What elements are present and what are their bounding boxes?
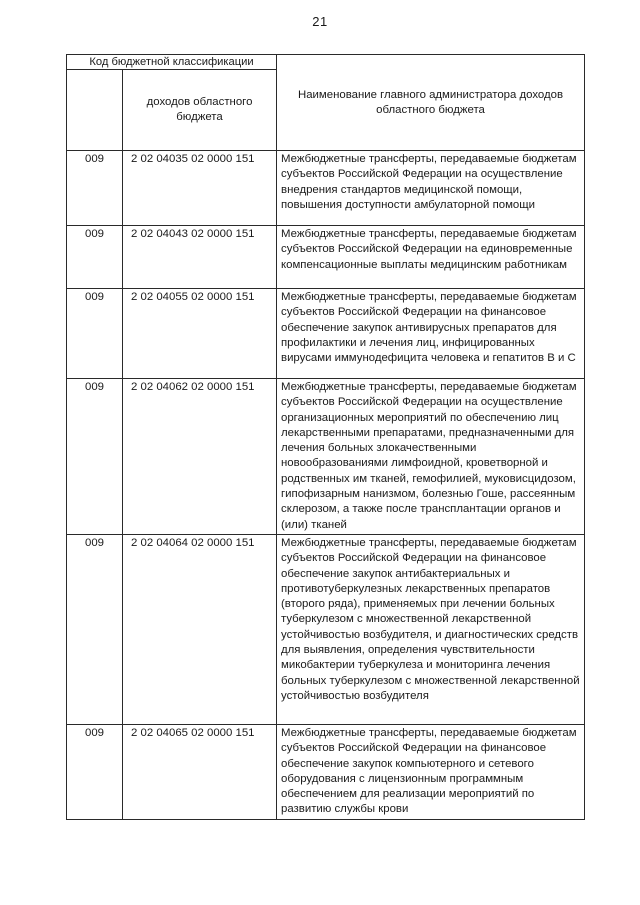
table-row: [67, 226, 585, 289]
income-code-cell: 2 02 04043 02 0000 151: [123, 226, 277, 289]
description-cell: Межбюджетные трансферты, передаваемые бюджетам субъектов Российской Федерации на осуществление организационных мероприятий по обеспечению лиц лекарственными препаратами, предназначенными для лечения больных злокачественными новообразованиями лимфоидной, кроветворной и родственных им тканей, гемофилией, муковисцидозом, гипофизарным нанизмом, болезнью Гоше, рассеянным склерозом, а также после трансплантации органов и (или) тканей: [277, 379, 585, 535]
admin-code-cell: 009: [67, 289, 123, 379]
budget-classification-table: [66, 54, 585, 820]
header-administrator-name: Наименование главного администратора доходов областного бюджета: [277, 55, 585, 151]
page-number: 21: [312, 14, 328, 29]
description-cell: Межбюджетные трансферты, передаваемые бюджетам субъектов Российской Федерации на единовременные компенсационные выплаты медицинским работникам: [277, 226, 585, 289]
admin-code-cell: 009: [67, 226, 123, 289]
header-row-group: [67, 55, 585, 70]
description-cell: Межбюджетные трансферты, передаваемые бюджетам субъектов Российской Федерации на финансовое обеспечение закупок антивирусных препаратов для профилактики и лечения лиц, инфицированных вирусами иммунодефицита человека и гепатитов В и С: [277, 289, 585, 379]
income-code-cell: 2 02 04062 02 0000 151: [123, 379, 277, 535]
header-budget-classification: Код бюджетной классификации: [67, 55, 277, 70]
description-cell: Межбюджетные трансферты, передаваемые бюджетам субъектов Российской Федерации на финансовое обеспечение закупок компьютерного и сетевого оборудования с лицензионным программным обеспечением для реализации мероприятий по развитию службы крови: [277, 724, 585, 819]
admin-code-cell: 009: [67, 379, 123, 535]
admin-code-cell: 009: [67, 534, 123, 724]
description-cell: Межбюджетные трансферты, передаваемые бюджетам субъектов Российской Федерации на финансовое обеспечение закупок антибактериальных и противотуберкулезных лекарственных препаратов (второго ряда), применяемых при лечении больных туберкулезом с множественной лекарственной устойчивостью возбудителя, и диагностических средств для выявления, определения чувствительности микобактерии туберкулеза и мониторинга лечения больных туберкулезом с множественной лекарственной устойчивостью возбудителя: [277, 534, 585, 724]
income-code-cell: 2 02 04055 02 0000 151: [123, 289, 277, 379]
description-cell: Межбюджетные трансферты, передаваемые бюджетам субъектов Российской Федерации на осуществление внедрения стандартов медицинской помощи, повышения доступности амбулаторной помощи: [277, 151, 585, 226]
income-code-cell: 2 02 04035 02 0000 151: [123, 151, 277, 226]
table-row: [67, 724, 585, 819]
table-row: [67, 379, 585, 535]
header-income-code: доходов областного бюджета: [123, 70, 277, 151]
income-code-cell: 2 02 04065 02 0000 151: [123, 724, 277, 819]
table-row: [67, 289, 585, 379]
admin-code-cell: 009: [67, 151, 123, 226]
admin-code-cell: 009: [67, 724, 123, 819]
income-code-cell: 2 02 04064 02 0000 151: [123, 534, 277, 724]
table-row: [67, 151, 585, 226]
header-admin-code: [67, 70, 123, 151]
table-row: [67, 534, 585, 724]
